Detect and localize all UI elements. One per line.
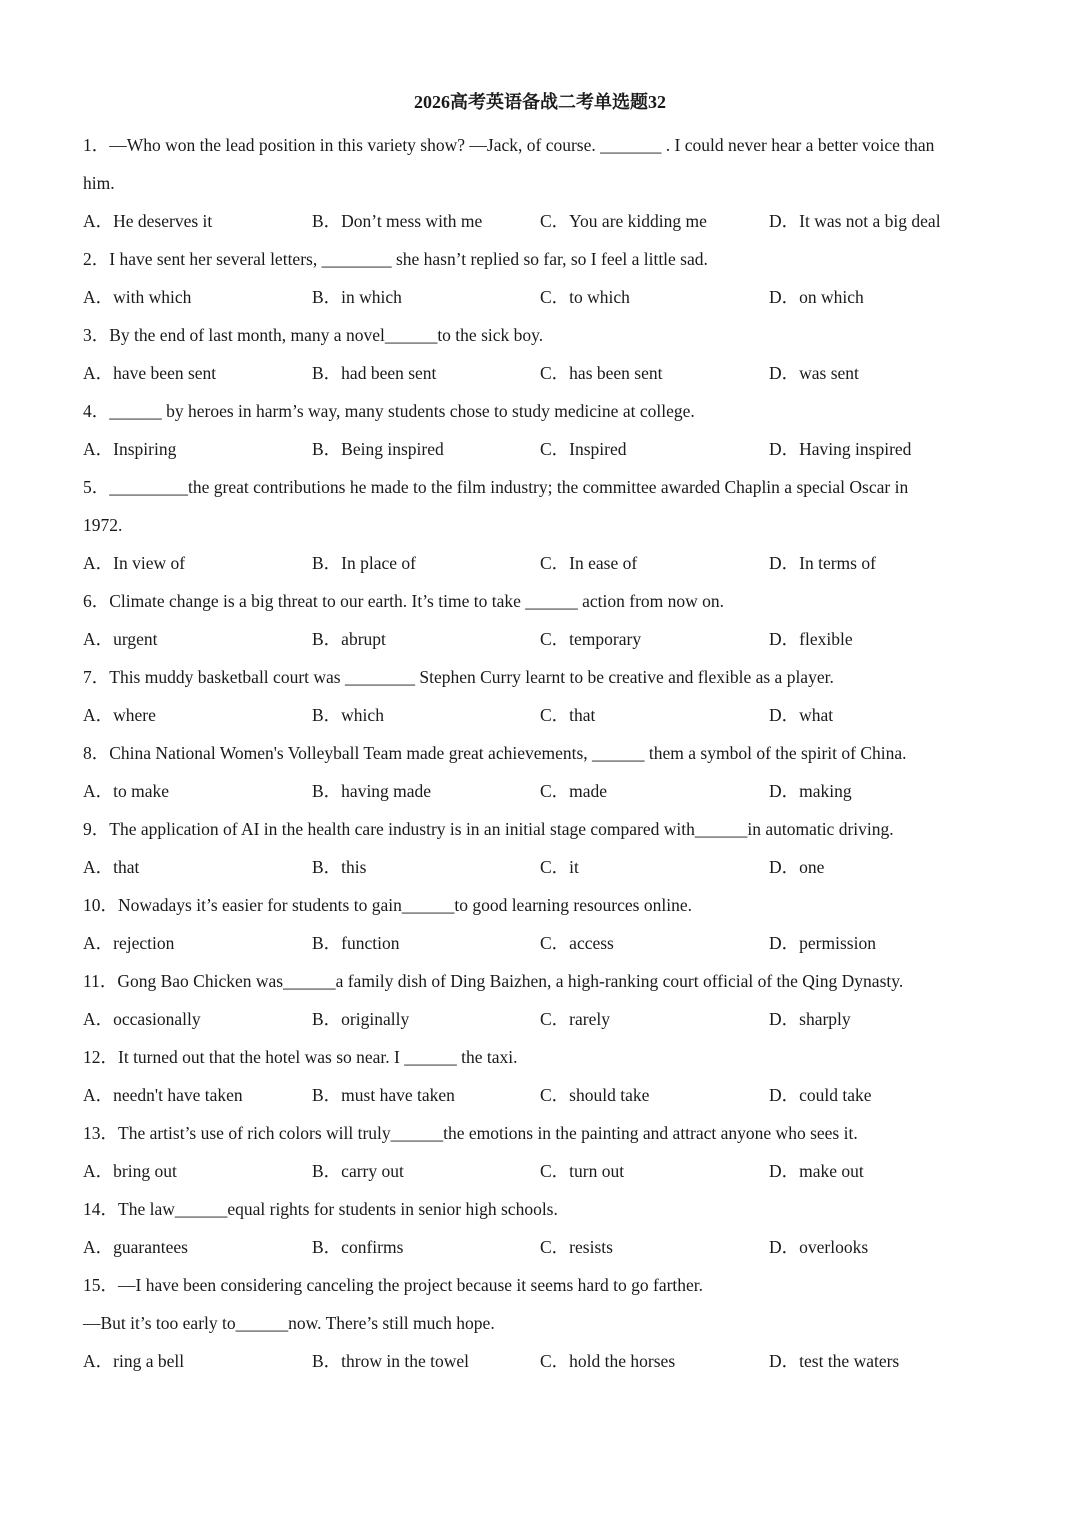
option-d: D．Having inspired xyxy=(769,439,912,459)
option-c: C．rarely xyxy=(540,1009,610,1029)
option-a: A．with which xyxy=(83,287,192,307)
question-item xyxy=(83,734,1003,810)
option-d: D．test the waters xyxy=(769,1351,900,1371)
question-item xyxy=(83,126,1003,240)
option-d: D．In terms of xyxy=(769,553,876,573)
option-b: B．throw in the towel xyxy=(312,1351,469,1371)
option-c: C．made xyxy=(540,781,608,801)
question-item xyxy=(83,810,1003,886)
question-stem-line: 2．I have sent her several letters, ________ she hasn’t replied so far, so I feel a little sad. xyxy=(83,249,708,269)
option-c: C．In ease of xyxy=(540,553,638,573)
question-stem-line: 3．By the end of last month, many a novel______to the sick boy. xyxy=(83,325,544,345)
option-d: D．what xyxy=(769,705,834,725)
option-row xyxy=(83,278,1003,316)
question-item xyxy=(83,392,1003,468)
option-row xyxy=(83,202,1003,240)
option-c: C．access xyxy=(540,933,614,953)
option-d: D．one xyxy=(769,857,825,877)
option-a: A．rejection xyxy=(83,933,175,953)
question-item xyxy=(83,582,1003,658)
question-stem-line: 4．______ by heroes in harm’s way, many students chose to study medicine at college. xyxy=(83,401,695,421)
option-row xyxy=(83,620,1003,658)
question-stem-line: 13．The artist’s use of rich colors will truly______the emotions in the painting and attract anyone who sees it. xyxy=(83,1123,858,1143)
option-row xyxy=(83,1076,1003,1114)
question-item xyxy=(83,468,1003,582)
question-stem-line: 7．This muddy basketball court was ________ Stephen Curry learnt to be creative and flexible as a player. xyxy=(83,667,834,687)
question-item xyxy=(83,1266,1003,1380)
question-stem-line: 14．The law______equal rights for students in senior high schools. xyxy=(83,1199,558,1219)
option-row xyxy=(83,696,1003,734)
option-d: D．permission xyxy=(769,933,876,953)
option-b: B．Don’t mess with me xyxy=(312,211,483,231)
option-b: B．in which xyxy=(312,287,402,307)
question-stem-line: 1972. xyxy=(83,515,123,535)
option-a: A．urgent xyxy=(83,629,158,649)
option-d: D．making xyxy=(769,781,852,801)
option-b: B．had been sent xyxy=(312,363,437,383)
option-d: D．make out xyxy=(769,1161,864,1181)
option-b: B．must have taken xyxy=(312,1085,455,1105)
question-item xyxy=(83,1114,1003,1190)
question-stem-line: 15．—I have been considering canceling the project because it seems hard to go farther. xyxy=(83,1275,704,1295)
option-row xyxy=(83,772,1003,810)
option-b: B．function xyxy=(312,933,400,953)
question-stem-line: 8．China National Women's Volleyball Team made great achievements, ______ them a symbol of the spirit of China. xyxy=(83,743,907,763)
option-b: B．In place of xyxy=(312,553,416,573)
option-a: A．to make xyxy=(83,781,170,801)
option-b: B．which xyxy=(312,705,384,725)
question-stem-line: —But it’s too early to______now. There’s still much hope. xyxy=(83,1313,495,1333)
question-stem-line: 1．—Who won the lead position in this variety show? —Jack, of course. _______ . I could never hear a better voice than xyxy=(83,135,935,155)
option-row xyxy=(83,430,1003,468)
option-d: D．was sent xyxy=(769,363,859,383)
option-a: A．bring out xyxy=(83,1161,177,1181)
question-stem-line: 9．The application of AI in the health care industry is in an initial stage compared with______in automatic driving. xyxy=(83,819,894,839)
question-stem-line: him. xyxy=(83,173,115,193)
document-title: 2026高考英语备战二考单选题32 xyxy=(414,92,666,112)
option-d: D．on which xyxy=(769,287,864,307)
option-b: B．Being inspired xyxy=(312,439,444,459)
option-row xyxy=(83,544,1003,582)
question-stem-line: 6．Climate change is a big threat to our earth. It’s time to take ______ action from now on. xyxy=(83,591,725,611)
option-d: D．overlooks xyxy=(769,1237,869,1257)
question-stem-line: 10．Nowadays it’s easier for students to gain______to good learning resources online. xyxy=(83,895,692,915)
option-c: C．should take xyxy=(540,1085,650,1105)
option-b: B．this xyxy=(312,857,367,877)
option-c: C．resists xyxy=(540,1237,613,1257)
option-a: A．have been sent xyxy=(83,363,217,383)
option-row xyxy=(83,848,1003,886)
option-a: A．where xyxy=(83,705,156,725)
option-b: B．having made xyxy=(312,781,432,801)
option-c: C．has been sent xyxy=(540,363,663,383)
option-a: A．guarantees xyxy=(83,1237,188,1257)
option-a: A．needn't have taken xyxy=(83,1085,243,1105)
option-row xyxy=(83,1342,1003,1380)
option-row xyxy=(83,1228,1003,1266)
option-c: C．turn out xyxy=(540,1161,625,1181)
question-item xyxy=(83,886,1003,962)
option-c: C．Inspired xyxy=(540,439,627,459)
option-b: B．originally xyxy=(312,1009,410,1029)
option-c: C．that xyxy=(540,705,596,725)
option-b: B．confirms xyxy=(312,1237,404,1257)
option-c: C．temporary xyxy=(540,629,642,649)
option-c: C．it xyxy=(540,857,579,877)
question-item xyxy=(83,1190,1003,1266)
question-item xyxy=(83,962,1003,1038)
option-a: A．occasionally xyxy=(83,1009,201,1029)
question-item xyxy=(83,240,1003,316)
question-item xyxy=(83,316,1003,392)
option-row xyxy=(83,354,1003,392)
question-stem-line: 5．_________the great contributions he made to the film industry; the committee awarded Chaplin a special Oscar in xyxy=(83,477,909,497)
option-d: D．sharply xyxy=(769,1009,851,1029)
option-a: A．that xyxy=(83,857,140,877)
option-a: A．ring a bell xyxy=(83,1351,185,1371)
option-row xyxy=(83,1152,1003,1190)
option-a: A．Inspiring xyxy=(83,439,177,459)
option-c: C．hold the horses xyxy=(540,1351,676,1371)
option-row xyxy=(83,924,1003,962)
option-d: D．It was not a big deal xyxy=(769,211,941,231)
question-item xyxy=(83,1038,1003,1114)
question-item xyxy=(83,658,1003,734)
option-a: A．He deserves it xyxy=(83,211,213,231)
option-c: C．to which xyxy=(540,287,630,307)
question-list xyxy=(83,126,1003,1380)
question-stem-line: 12．It turned out that the hotel was so near. I ______ the taxi. xyxy=(83,1047,518,1067)
question-stem-line: 11．Gong Bao Chicken was______a family dish of Ding Baizhen, a high-ranking court official of the Qing Dynasty. xyxy=(83,971,904,991)
option-a: A．In view of xyxy=(83,553,186,573)
option-c: C．You are kidding me xyxy=(540,211,707,231)
option-b: B．carry out xyxy=(312,1161,404,1181)
option-b: B．abrupt xyxy=(312,629,386,649)
option-d: D．could take xyxy=(769,1085,872,1105)
option-d: D．flexible xyxy=(769,629,853,649)
option-row xyxy=(83,1000,1003,1038)
